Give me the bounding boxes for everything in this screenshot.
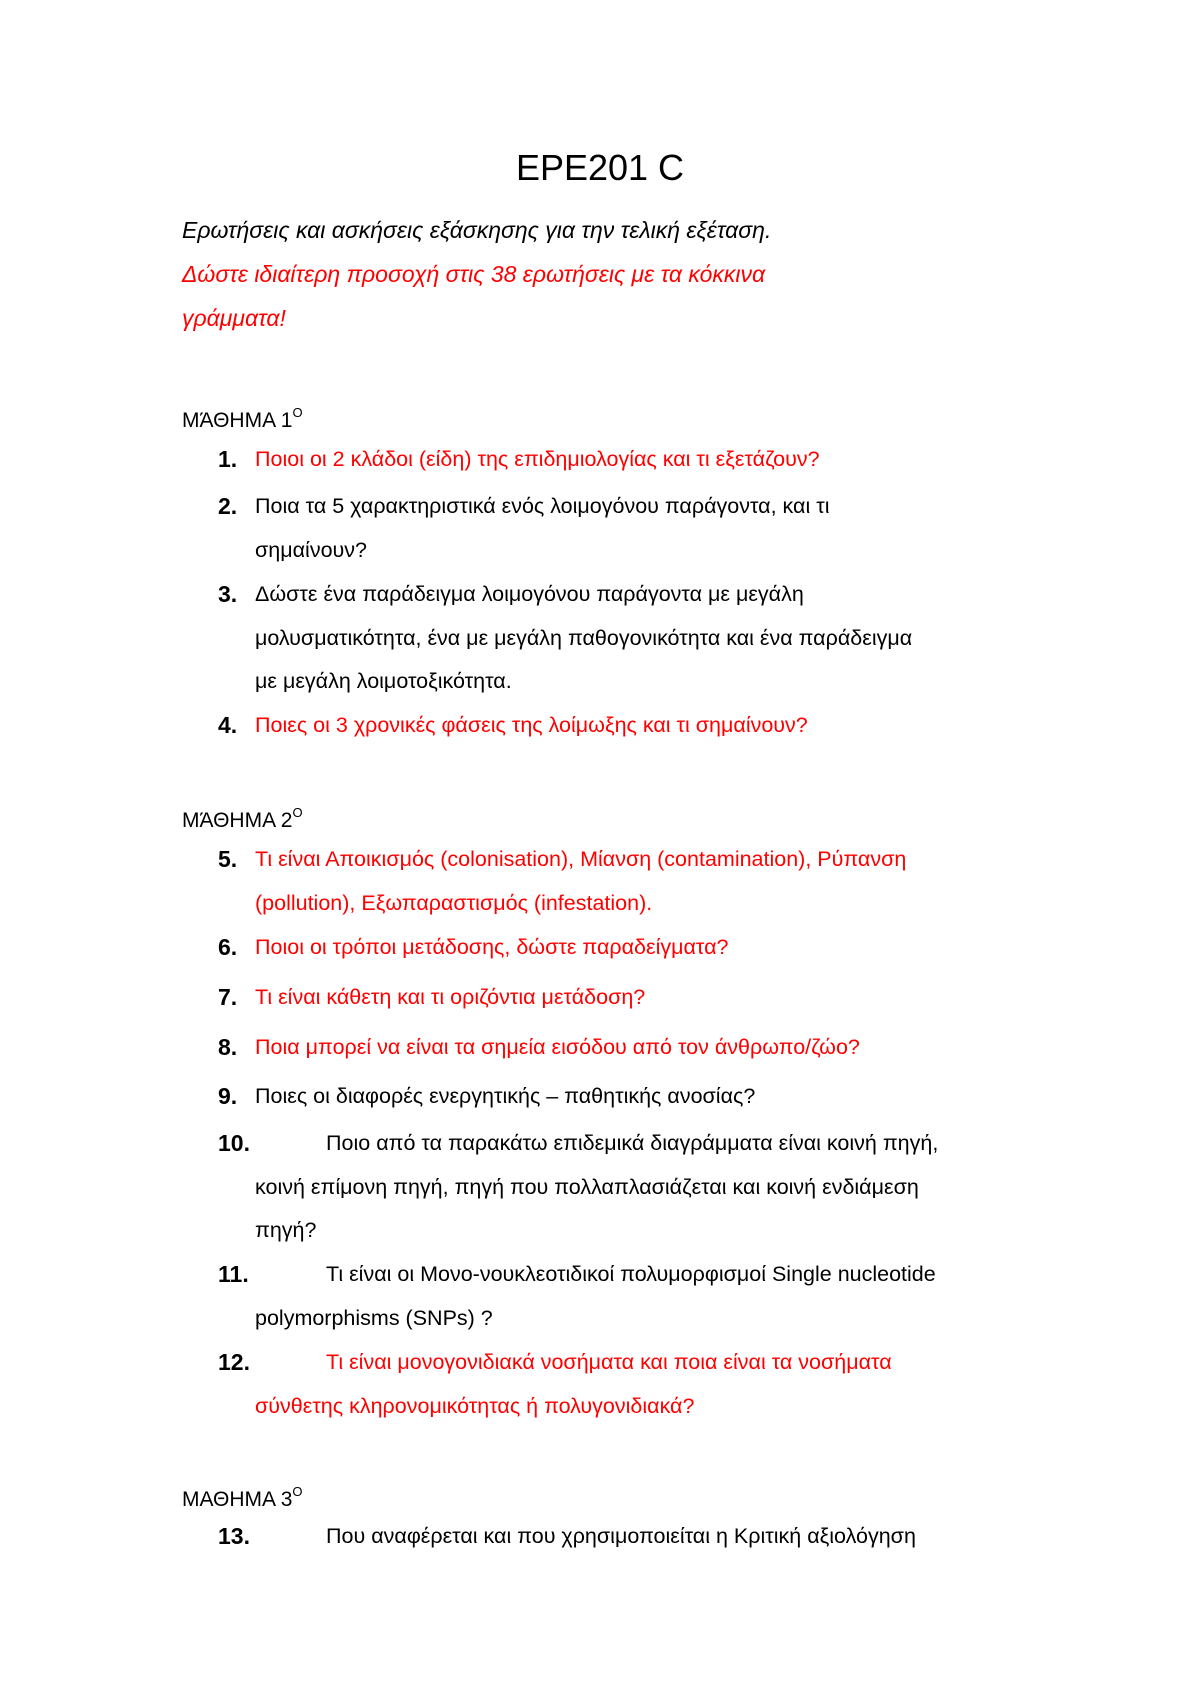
question-item	[218, 1253, 1038, 1340]
section-heading-2: ΜΆΘΗΜΑ $2^O$	[182, 805, 303, 832]
question-text	[218, 976, 1038, 1020]
question-text-line: Ποιοι οι τρόποι μετάδοσης, δώστε παραδείγματα?	[255, 935, 729, 959]
question-text-line: Ποια μπορεί να είναι τα σημεία εισόδου από τον άνθρωπο/ζώο?	[255, 1035, 860, 1059]
question-number: 4.	[218, 712, 238, 738]
question-text-line: Ποιο από τα παρακάτω επιδεμικά διαγράμματα είναι κοινή πηγή,	[326, 1131, 939, 1155]
question-text	[218, 485, 1038, 572]
question-text-line: μολυσματικότητα, ένα με μεγάλη παθογονικότητα και ένα παράδειγμα	[255, 625, 913, 650]
question-number: 5.	[218, 846, 238, 872]
question-text	[218, 1075, 1038, 1119]
question-number: 10.	[218, 1130, 250, 1156]
question-text	[218, 1341, 1038, 1428]
question-item	[218, 926, 1038, 970]
question-number: 12.	[218, 1349, 250, 1375]
question-text-line: polymorphisms (SNPs) ?	[255, 1305, 493, 1330]
attention-notice	[182, 252, 1082, 340]
question-number: 9.	[218, 1083, 238, 1109]
question-number: 8.	[218, 1034, 238, 1060]
question-text-line: σημαίνουν?	[255, 537, 367, 562]
question-item	[218, 838, 1038, 925]
question-text	[218, 1515, 1038, 1559]
attention-notice-line: Δώστε ιδιαίτερη προσοχή στις 38 ερωτήσεις με τα κόκκινα	[182, 261, 766, 287]
section-heading-3: ΜΑΘΗΜΑ $3^O$	[182, 1484, 303, 1511]
question-text-line: Ποιες οι 3 χρονικές φάσεις της λοίμωξης και τι σημαίνουν?	[255, 713, 808, 737]
question-number: 1.	[218, 446, 238, 472]
question-number: 6.	[218, 934, 238, 960]
question-text-line: Τι είναι κάθετη και τι οριζόντια μετάδοση?	[255, 985, 646, 1009]
question-item	[218, 1515, 1038, 1559]
question-text	[218, 573, 1038, 704]
attention-notice-line: γράμματα!	[182, 305, 286, 331]
question-number: 2.	[218, 493, 238, 519]
question-text-line: Δώστε ένα παράδειγμα λοιμογόνου παράγοντα με μεγάλη	[255, 582, 804, 606]
question-item	[218, 704, 1038, 748]
question-text-line: (pollution), Εξωπαραστισμός (infestation).	[255, 890, 653, 915]
question-text	[218, 838, 1038, 925]
question-text	[218, 1026, 1038, 1070]
question-item	[218, 1122, 1038, 1253]
question-text-line: πηγή?	[255, 1218, 317, 1242]
question-text	[218, 704, 1038, 748]
question-item	[218, 438, 1038, 482]
section-heading-1: ΜΆΘΗΜΑ $1^O$	[182, 405, 303, 432]
question-item	[218, 573, 1038, 704]
question-item	[218, 1026, 1038, 1070]
question-text-line: σύνθετης κληρονομικότητας ή πολυγονιδιακά?	[255, 1393, 695, 1418]
question-text	[218, 1122, 1038, 1253]
question-text	[218, 438, 1038, 482]
question-text	[218, 1253, 1038, 1340]
question-text-line: κοινή επίμονη πηγή, πηγή που πολλαπλασιάζεται και κοινή ενδιάμεση	[255, 1174, 919, 1199]
question-text-line: Ποιες οι διαφορές ενεργητικής – παθητικής ανοσίας?	[255, 1084, 756, 1108]
question-text-line: Ποιοι οι 2 κλάδοι (είδη) της επιδημιολογίας και τι εξετάζουν?	[255, 447, 820, 471]
question-text	[218, 926, 1038, 970]
question-number: 3.	[218, 581, 238, 607]
document-subtitle: Ερωτήσεις και ασκήσεις εξάσκησης για την τελική εξέταση.	[182, 217, 772, 243]
question-text-line: Τι είναι Αποικισμός (colonisation), Μίανση (contamination), Ρύπανση	[255, 847, 907, 871]
question-item	[218, 1341, 1038, 1428]
question-text-line: με μεγάλη λοιμοτοξικότητα.	[255, 669, 512, 693]
question-item	[218, 976, 1038, 1020]
question-text-line: Που αναφέρεται και που χρησιμοποιείται η Κριτική αξιολόγηση	[326, 1524, 916, 1548]
question-number: 11.	[218, 1261, 249, 1287]
question-text-line: Τι είναι οι Μονο-νουκλεοτιδικοί πολυμορφισμοί Single nucleotide	[326, 1262, 936, 1286]
question-text-line: Ποια τα 5 χαρακτηριστικά ενός λοιμογόνου παράγοντα, και τι	[255, 494, 830, 518]
document-title: EPE201 C	[515, 147, 685, 188]
question-text-line: Τι είναι μονογονιδιακά νοσήματα και ποια είναι τα νοσήματα	[326, 1350, 892, 1374]
question-item	[218, 1075, 1038, 1119]
question-item	[218, 485, 1038, 572]
question-number: 13.	[218, 1523, 250, 1549]
question-number: 7.	[218, 984, 238, 1010]
